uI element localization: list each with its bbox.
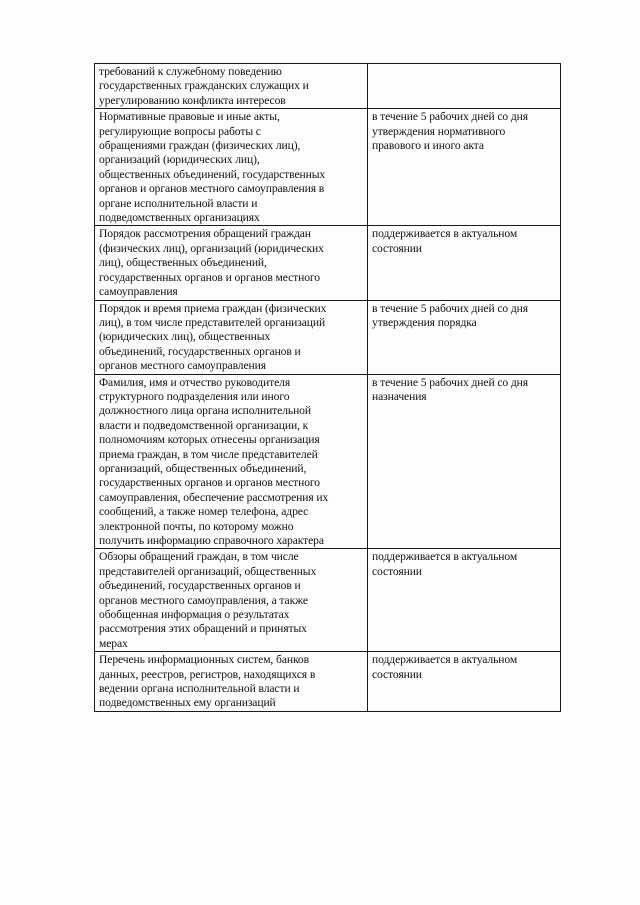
info-cell <box>95 300 368 374</box>
deadline-cell <box>368 652 561 712</box>
deadline-cell <box>368 64 561 109</box>
info-text: Перечень информационных систем, банков данных, реестров, регистров, находящихся в ведении органа исполнительной власти и подведомственных ему организаций <box>99 653 316 710</box>
information-table <box>94 63 561 712</box>
deadline-text: поддерживается в актуальном состоянии <box>372 653 518 681</box>
table-row <box>95 226 561 300</box>
deadline-text: поддерживается в актуальном состоянии <box>372 227 518 255</box>
deadline-text: поддерживается в актуальном состоянии <box>372 550 518 578</box>
deadline-text: в течение 5 рабочих дней со дня назначения <box>372 375 529 403</box>
info-cell <box>95 109 368 226</box>
table-row <box>95 109 561 226</box>
table-row <box>95 300 561 374</box>
info-text: Порядок и время приема граждан (физических лиц), в том числе представителей организаций (юридических лиц), общественных объединений, государственных органов и органов местного самоуправления <box>99 301 327 373</box>
info-cell <box>95 64 368 109</box>
info-text: требований к служебному поведению государственных гражданских служащих и урегулированию конфликта интересов <box>99 65 309 107</box>
info-cell <box>95 374 368 549</box>
deadline-cell <box>368 226 561 300</box>
table-row <box>95 374 561 549</box>
info-text: Порядок рассмотрения обращений граждан (физических лиц), организаций (юридических лиц), общественных объединений, государственных органов и органов местного самоуправления <box>99 227 324 299</box>
table-row <box>95 64 561 109</box>
info-cell <box>95 226 368 300</box>
table-row <box>95 549 561 652</box>
info-text: Фамилия, имя и отчество руководителя структурного подразделения или иного должностного лица органа исполнительной власти и подведомственной организации, к полномочиям которых отнесены организация приема граждан, в том числе представителей организаций, общественных объединений, государственных органов и органов местного самоуправления, обеспечение рассмотрения их сообщений, а также номер телефона, адрес электронной почты, по которому можно получить информацию справочного характера <box>99 375 329 547</box>
deadline-cell <box>368 549 561 652</box>
table-row <box>95 652 561 712</box>
deadline-cell <box>368 374 561 549</box>
deadline-text: в течение 5 рабочих дней со дня утверждения нормативного правового и иного акта <box>372 110 529 153</box>
info-cell <box>95 652 368 712</box>
deadline-cell <box>368 300 561 374</box>
info-cell <box>95 549 368 652</box>
info-text: Обзоры обращений граждан, в том числе представителей организаций, общественных объединений, государственных органов и органов местного самоуправления, а также обобщенная информация о результатах рассмотрения этих обращений и принятых мерах <box>99 550 317 650</box>
info-text: Нормативные правовые и иные акты, регулирующие вопросы работы с обращениями граждан (физических лиц), организаций (юридических лиц), общественных объединений, государственных органов и органов местного самоуправления в органе исполнительной власти и подведомственных организациях <box>99 110 326 225</box>
deadline-text: в течение 5 рабочих дней со дня утверждения порядка <box>372 301 529 329</box>
deadline-cell <box>368 109 561 226</box>
